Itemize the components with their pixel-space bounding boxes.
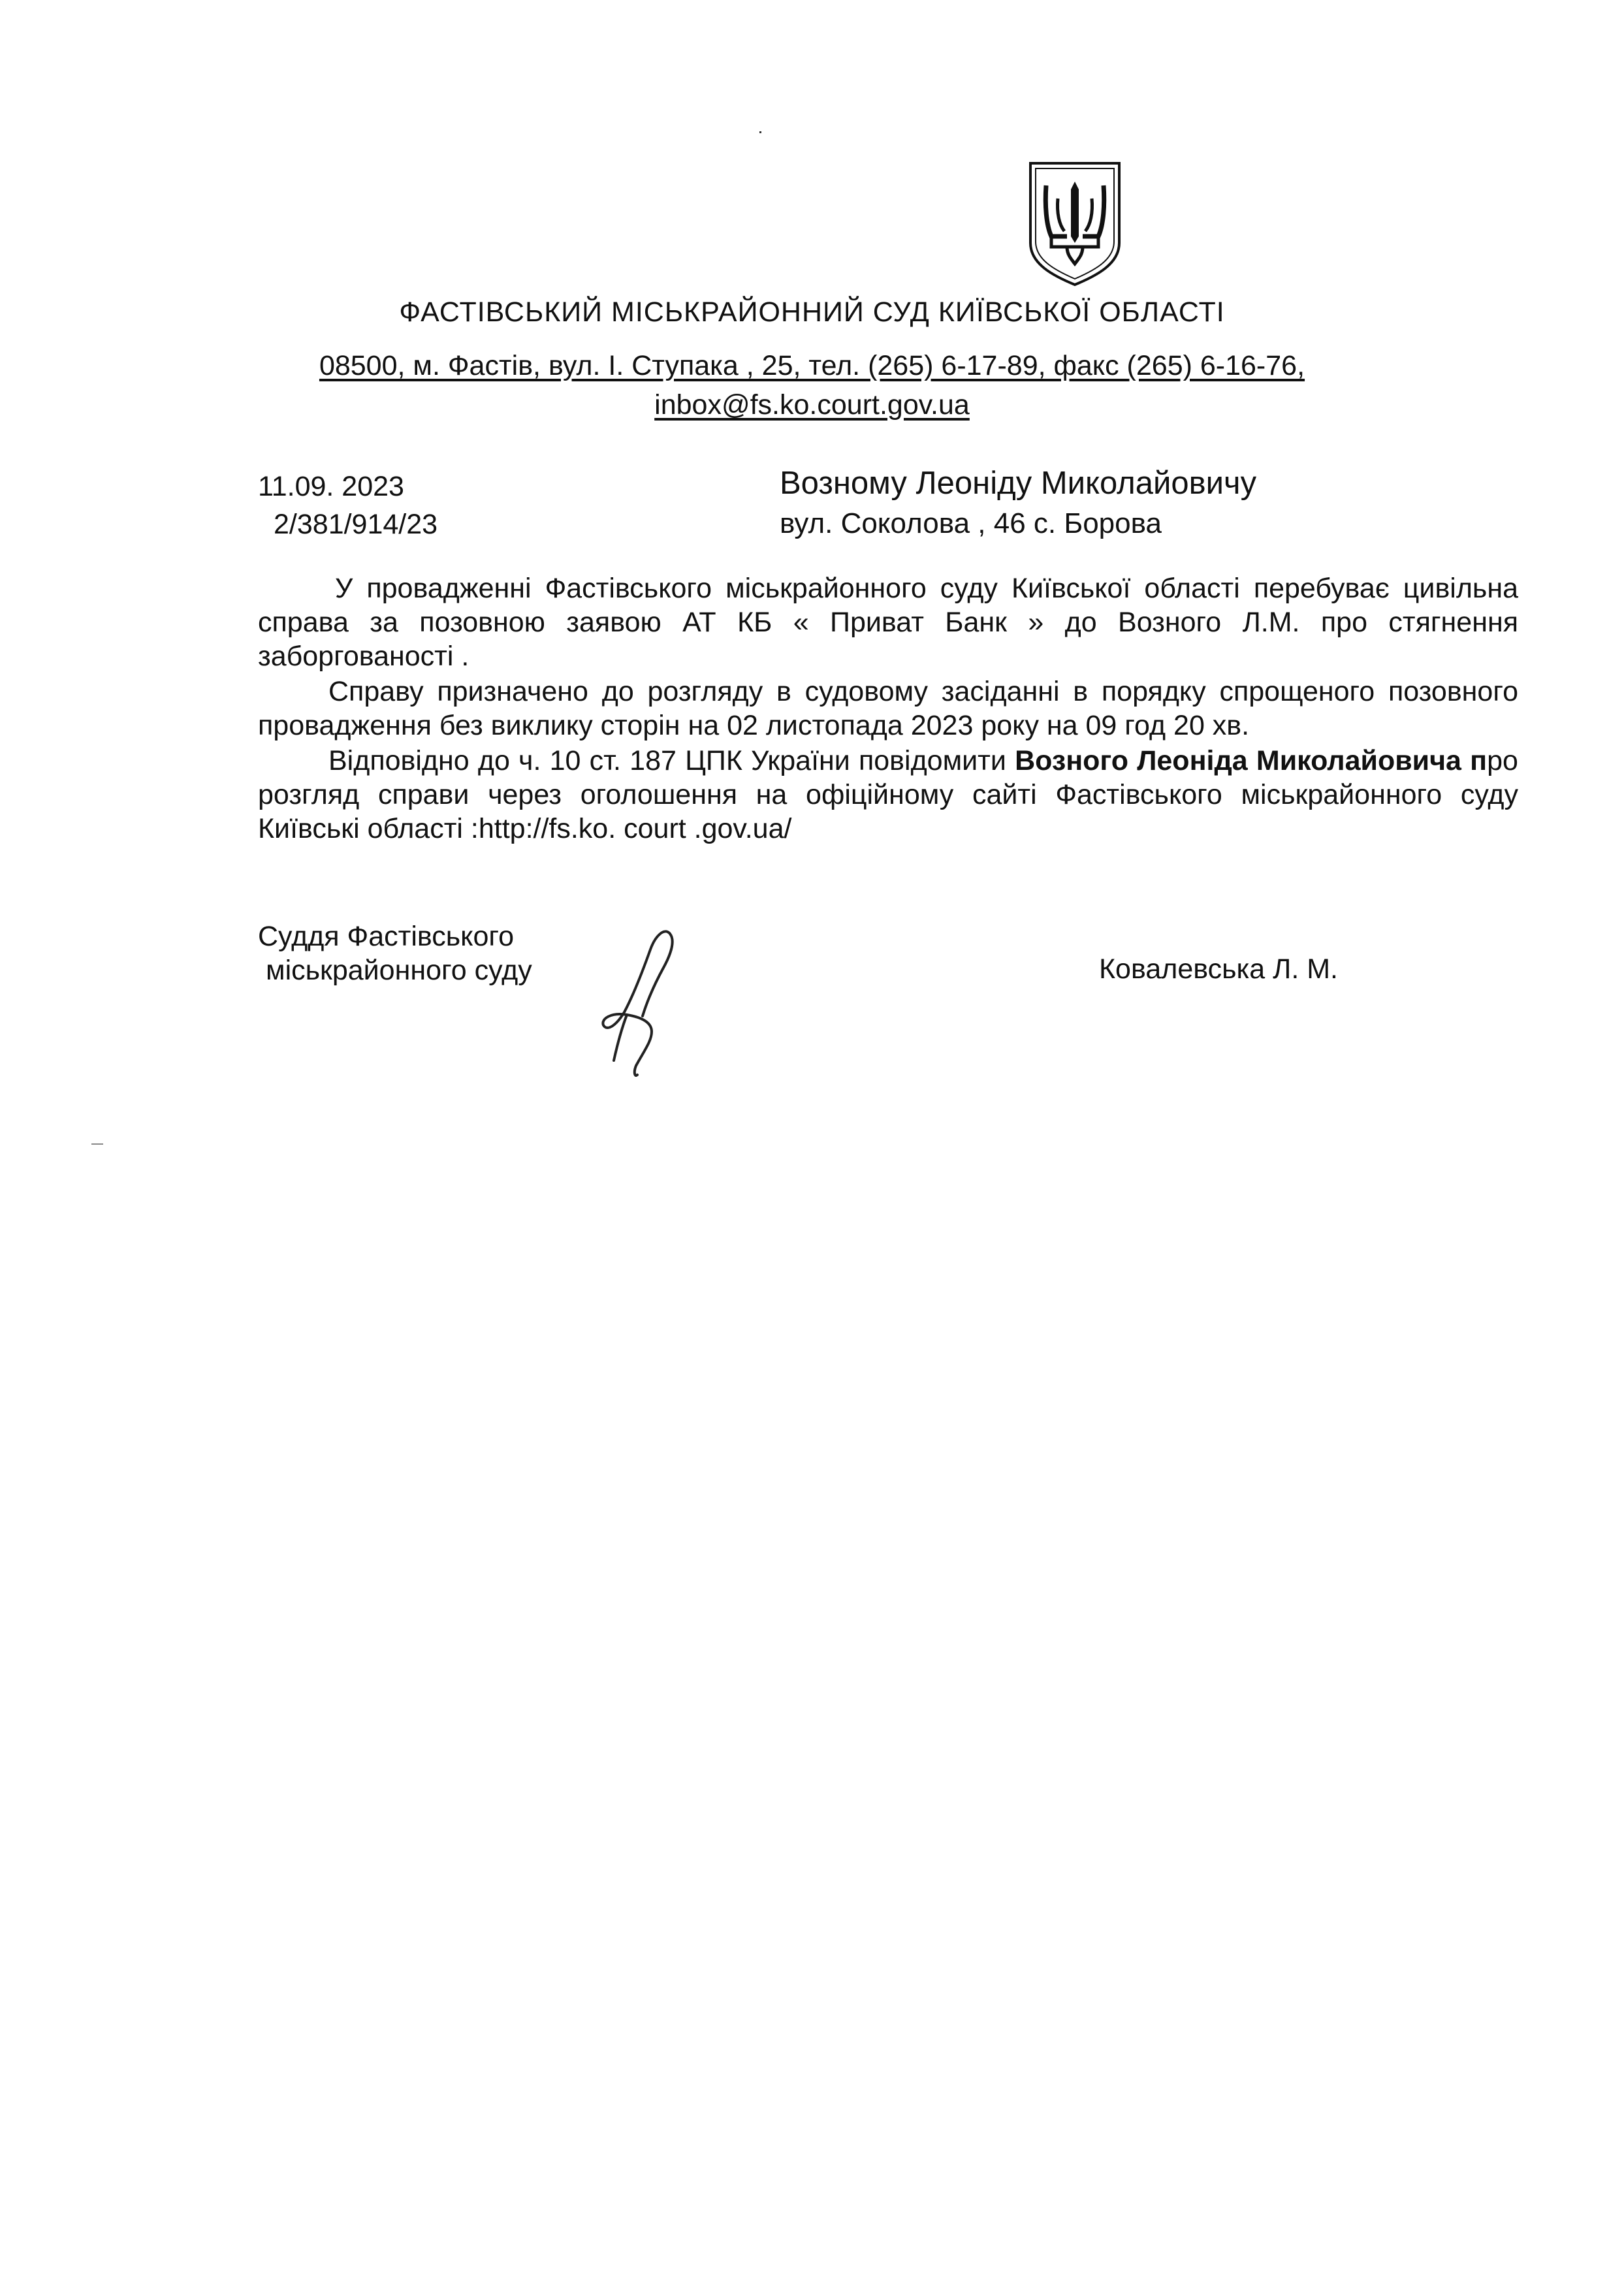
scan-speck: [91, 1143, 103, 1145]
recipient-name: Возному Леоніду Миколайовичу: [780, 466, 1257, 501]
court-email-link[interactable]: inbox@fs.ko.court.gov.ua: [654, 389, 970, 421]
recipient-block: [780, 464, 1256, 543]
document-meta: [258, 468, 438, 543]
court-contact-block: [0, 346, 1624, 424]
judge-name: Ковалевська Л. М.: [1099, 953, 1339, 985]
handwritten-signature-icon: [588, 921, 692, 1084]
paragraph-case-info: У провадженні Фастівського міськрайонного суду Київської області перебуває цивільна справа за позовною заявою АТ КБ « Приват Банк » до Возного Л.М. про стягнення заборгованості .: [258, 573, 1518, 672]
court-name: ФАСТІВСЬКИЙ МІСЬКРАЙОННИЙ СУД КИЇВСЬКОЇ ОБЛАСТІ: [399, 296, 1225, 328]
court-address: 08500, м. Фастів, вул. І. Ступака , 25, тел. (265) 6-17-89, факс (265) 6-16-76,: [319, 350, 1305, 381]
judge-title: [258, 919, 532, 987]
judge-title-line-2: міськрайонного суду: [266, 955, 532, 986]
judge-title-line-1: Суддя Фастівського: [258, 921, 515, 952]
paragraph-hearing-date: Справу призначено до розгляду в судовому засіданні в порядку спрощеного позовного провадження без виклику сторін на 02 листопада 2023 року на 09 год 20 хв.: [258, 676, 1518, 741]
letter-body: [258, 571, 1518, 847]
case-number: 2/381/914/23: [274, 509, 438, 540]
paragraph-notification: [258, 744, 1518, 846]
notification-text-end: ро розгляд справи через оголошення на офіційному сайті Фастівського міськрайонного суду Київські області :http://fs.ko. court .gov.ua/: [258, 745, 1518, 844]
recipient-address: вул. Соколова , 46 с. Борова: [780, 507, 1162, 539]
defendant-name-bold: Возного Леоніда Миколайовича п: [1015, 745, 1488, 776]
document-date: 11.09. 2023: [258, 471, 404, 502]
scan-speck: [759, 131, 761, 133]
trident-emblem-icon: [1027, 159, 1123, 287]
notification-text-start: Відповідно до ч. 10 ст. 187 ЦПК України повідомити: [328, 745, 1015, 776]
